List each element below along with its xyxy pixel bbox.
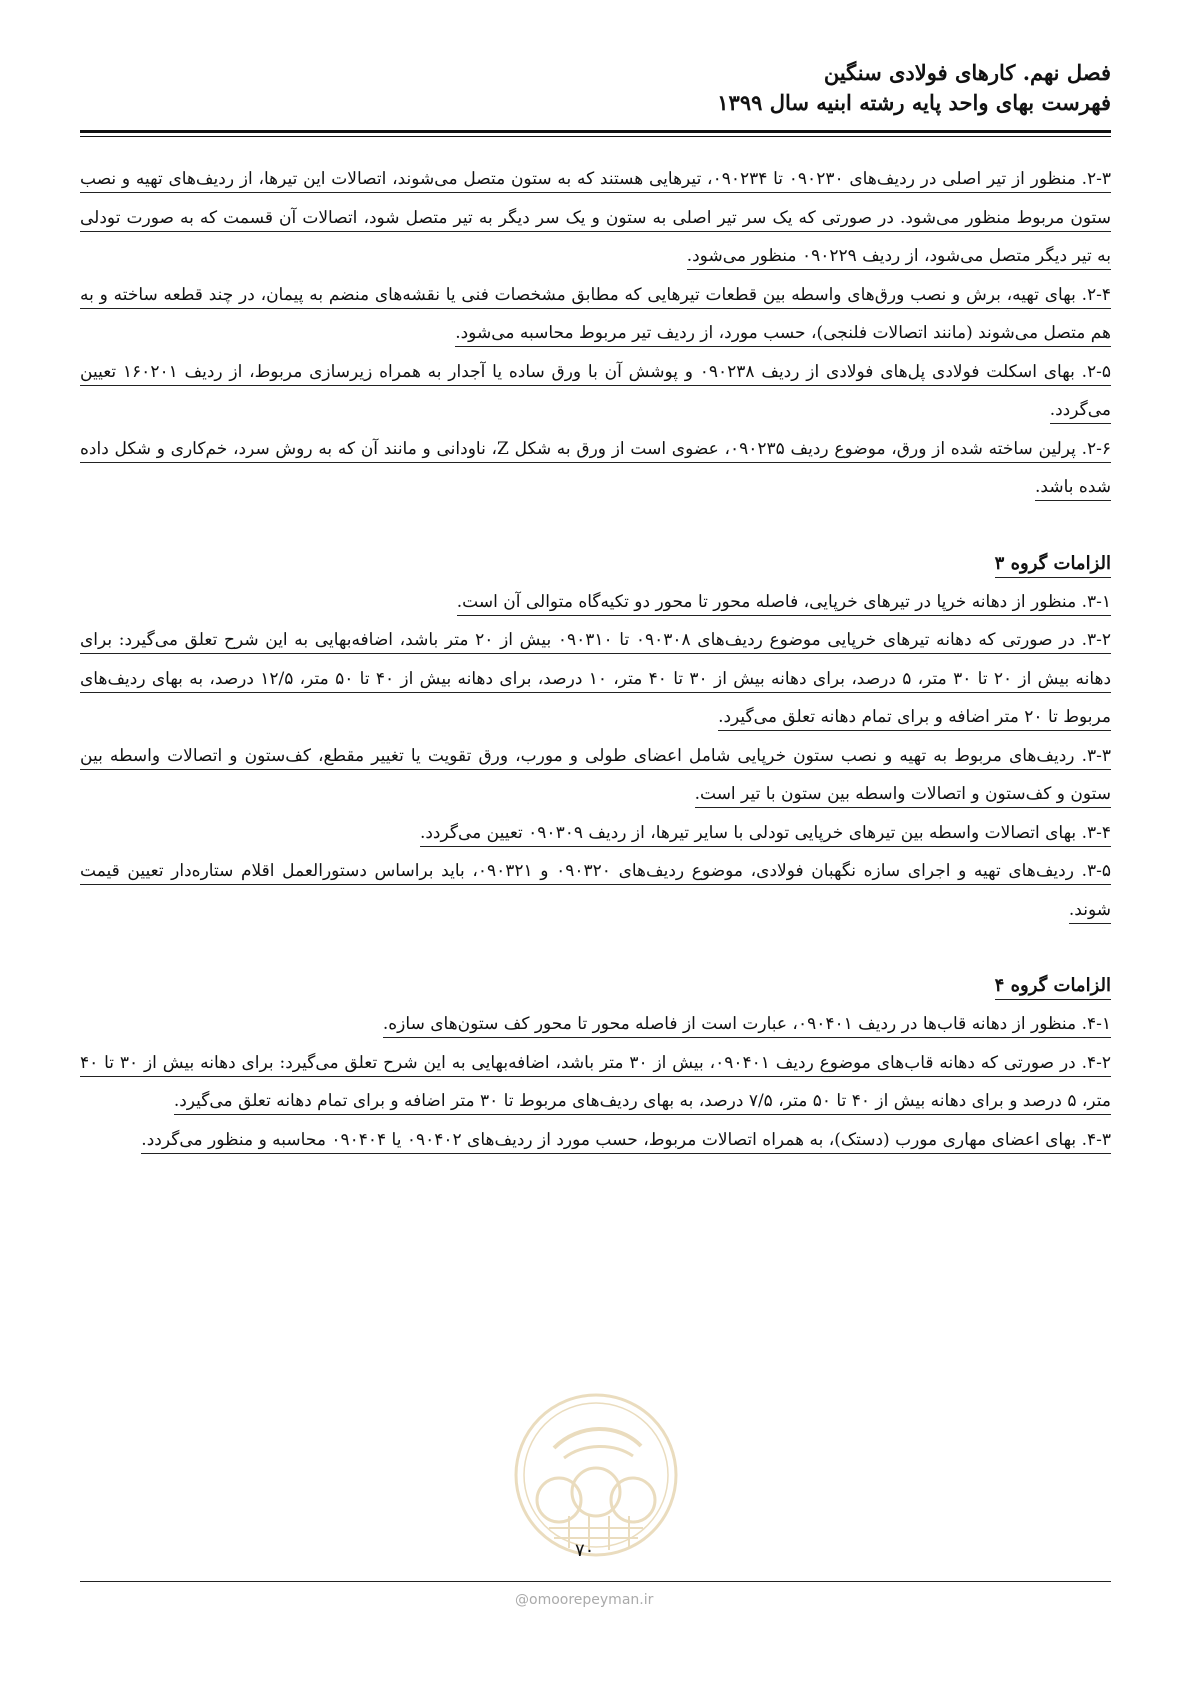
page-number: ۷۰ [575, 1540, 595, 1561]
header-rule-thick [80, 130, 1111, 133]
header-rule-thin [80, 136, 1111, 137]
publisher-logo-watermark [509, 1388, 683, 1562]
chapter-title: فصل نهم. کارهای فولادی سنگین [823, 60, 1111, 85]
group-3-heading: الزامات گروه ۳ [80, 545, 1111, 583]
footer-rule [80, 1581, 1111, 1582]
group-4-heading: الزامات گروه ۴ [80, 967, 1111, 1005]
document-title: فهرست بهای واحد پایه رشته ابنیه سال ۱۳۹۹ [717, 90, 1111, 115]
paragraph-3-4: ۳-۴. بهای اتصالات واسطه بین تیرهای خرپایی تودلی با سایر تیرها، از ردیف ۰۹۰۳۰۹ تعیین می‌گردد. [80, 814, 1111, 853]
page-content [80, 160, 1111, 1159]
paragraph-4-2: ۴-۲. در صورتی که دهانه قاب‌های موضوع ردیف ۰۹۰۴۰۱، بیش از ۳۰ متر باشد، اضافه‌بهایی به این شرح تعلق می‌گیرد: برای دهانه بیش از ۳۰ تا ۴۰ متر، ۵ درصد و برای دهانه بیش از ۴۰ تا ۵۰ متر، ۷/۵ درصد، به بهای ردیف‌های مربوط تا ۳۰ متر اضافه و برای تمام دهانه تعلق می‌گیرد. [80, 1044, 1111, 1121]
paragraph-3-2: ۳-۲. در صورتی که دهانه تیرهای خرپایی موضوع ردیف‌های ۰۹۰۳۰۸ تا ۰۹۰۳۱۰ بیش از ۲۰ متر باشد، اضافه‌بهایی به این شرح تعلق می‌گیرد: برای دهانه بیش از ۲۰ تا ۳۰ متر، ۵ درصد، برای دهانه بیش از ۳۰ تا ۴۰ متر، ۱۰ درصد، برای دهانه بیش از ۴۰ تا ۵۰ متر، ۱۲/۵ درصد، به بهای ردیف‌های مربوط تا ۲۰ متر اضافه و برای تمام دهانه تعلق می‌گیرد. [80, 621, 1111, 737]
paragraph-3-5: ۳-۵. ردیف‌های تهیه و اجرای سازه نگهبان فولادی، موضوع ردیف‌های ۰۹۰۳۲۰ و ۰۹۰۳۲۱، باید براساس دستورالعمل اقلام ستاره‌دار تعیین قیمت شوند. [80, 852, 1111, 929]
paragraph-3-1: ۳-۱. منظور از دهانه خرپا در تیرهای خرپایی، فاصله محور تا محور دو تکیه‌گاه متوالی آن است. [80, 583, 1111, 622]
paragraph-3-3: ۳-۳. ردیف‌های مربوط به تهیه و نصب ستون خرپایی شامل اعضای طولی و مورب، ورق تقویت یا تغییر مقطع، کف‌ستون و اتصالات واسطه بین ستون و کف‌ستون و اتصالات واسطه بین ستون با تیر است. [80, 737, 1111, 814]
paragraph-2-6: ۲-۶. پرلین ساخته شده از ورق، موضوع ردیف ۰۹۰۲۳۵، عضوی است از ورق به شکل Z، ناودانی و مانند آن که به روش سرد، خم‌کاری و شکل داده شده باشد. [80, 430, 1111, 507]
paragraph-2-5: ۲-۵. بهای اسکلت فولادی پل‌های فولادی از ردیف ۰۹۰۲۳۸ و پوشش آن با ورق ساده یا آجدار به همراه زیرسازی مربوط، از ردیف ۱۶۰۲۰۱ تعیین می‌گردد. [80, 353, 1111, 430]
website-link[interactable]: @omoorepeyman.ir [515, 1592, 654, 1608]
paragraph-4-3: ۴-۳. بهای اعضای مهاری مورب (دستک)، به همراه اتصالات مربوط، حسب مورد از ردیف‌های ۰۹۰۴۰۲ یا ۰۹۰۴۰۴ محاسبه و منظور می‌گردد. [80, 1121, 1111, 1160]
page-header [80, 58, 1111, 118]
paragraph-2-3: ۲-۳. منظور از تیر اصلی در ردیف‌های ۰۹۰۲۳۰ تا ۰۹۰۲۳۴، تیرهایی هستند که به ستون متصل می‌شوند، اتصالات این تیرها، از ردیف‌های تهیه و نصب ستون مربوط منظور می‌شود. در صورتی که یک سر تیر اصلی به ستون و یک سر دیگر به تیر متصل شود، اتصالات آن قسمت که به صورت تودلی به تیر دیگر متصل می‌شود، از ردیف ۰۹۰۲۲۹ منظور می‌شود. [80, 160, 1111, 276]
paragraph-2-4: ۲-۴. بهای تهیه، برش و نصب ورق‌های واسطه بین قطعات تیرهایی که مطابق مشخصات فنی یا نقشه‌های منضم به پیمان، در چند قطعه ساخته و به هم متصل می‌شوند (مانند اتصالات فلنجی)، حسب مورد، از ردیف تیر مربوط محاسبه می‌شود. [80, 276, 1111, 353]
paragraph-4-1: ۴-۱. منظور از دهانه قاب‌ها در ردیف ۰۹۰۴۰۱، عبارت است از فاصله محور تا محور کف ستون‌های سازه. [80, 1005, 1111, 1044]
